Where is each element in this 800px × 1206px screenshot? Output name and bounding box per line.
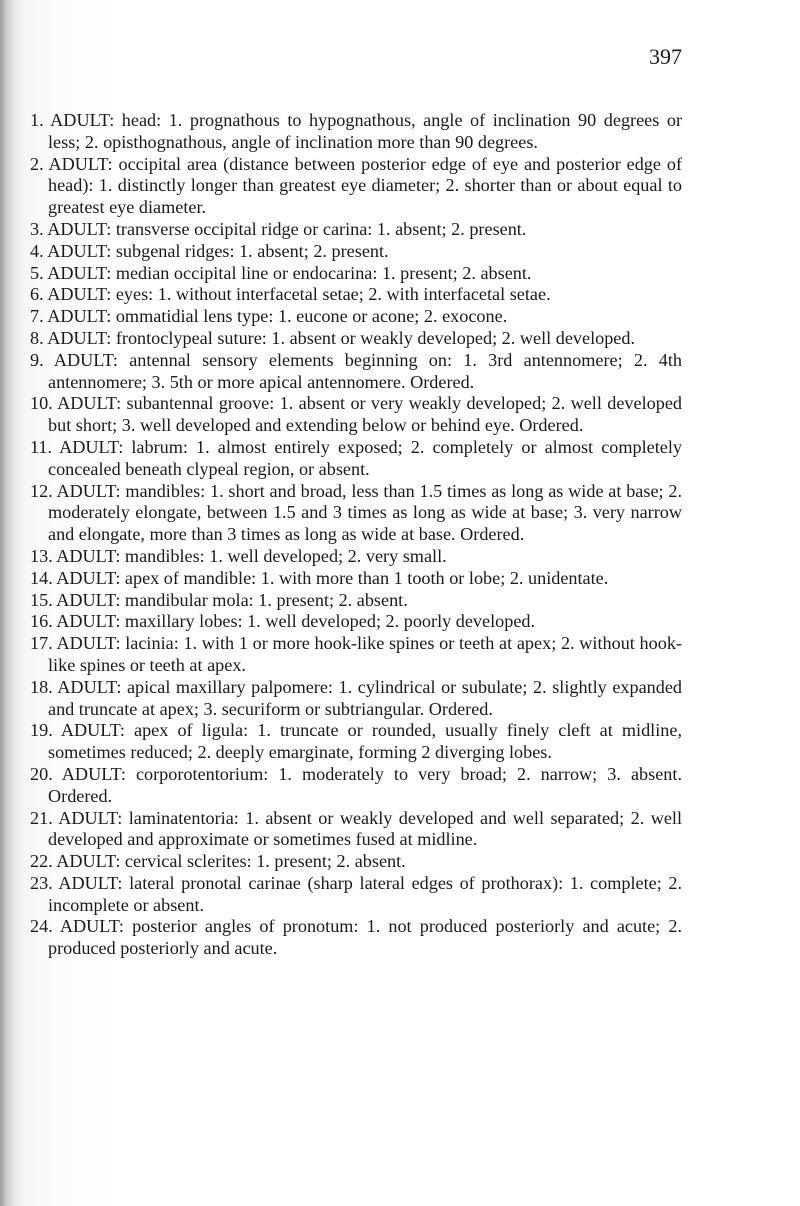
character-number: 13. <box>30 545 53 566</box>
character-text: ADULT: corporotentorium: 1. moderately to very broad; 2. narrow; 3. absent. Ordered. <box>48 763 682 806</box>
character-number: 20. <box>30 763 53 784</box>
character-entry <box>30 437 682 481</box>
character-entry <box>30 219 682 241</box>
character-text: ADULT: mandibular mola: 1. present; 2. absent. <box>56 589 408 610</box>
character-entry <box>30 633 682 677</box>
character-number: 10. <box>30 393 53 414</box>
character-number: 21. <box>30 807 53 828</box>
character-number: 4. <box>30 240 44 261</box>
character-number: 24. <box>30 916 53 937</box>
character-number: 2. <box>30 153 44 174</box>
character-entry <box>30 720 682 764</box>
character-text: ADULT: eyes: 1. without interfacetal setae; 2. with interfacetal setae. <box>47 284 551 305</box>
character-text: ADULT: labrum: 1. almost entirely exposed; 2. completely or almost completely concealed beneath clypeal region, or absent. <box>48 436 682 479</box>
character-text: ADULT: median occipital line or endocarina: 1. present; 2. absent. <box>47 262 532 283</box>
character-text: ADULT: antennal sensory elements beginning on: 1. 3rd antennomere; 2. 4th antennomere; 3. 5th or more apical antennomere. Ordered. <box>48 349 682 392</box>
character-text: ADULT: apical maxillary palpomere: 1. cylindrical or subulate; 2. slightly expanded and truncate at apex; 3. securiform or subtriangular. Ordered. <box>48 676 683 719</box>
character-number: 15. <box>30 589 53 610</box>
character-entry <box>30 154 682 219</box>
character-text: ADULT: cervical sclerites: 1. present; 2. absent. <box>56 851 406 872</box>
character-text: ADULT: laminatentoria: 1. absent or weakly developed and well separated; 2. well developed and approximate or sometimes fused at midline. <box>48 807 683 850</box>
character-number: 3. <box>30 218 44 239</box>
character-number: 11. <box>30 436 53 457</box>
character-entry <box>30 546 682 568</box>
character-entry <box>30 851 682 873</box>
character-entry <box>30 306 682 328</box>
character-text: ADULT: occipital area (distance between posterior edge of eye and posterior edge of head): 1. distinctly longer than greatest eye diameter; 2. shorter than or about equal to greatest eye diameter. <box>48 153 682 218</box>
character-text: ADULT: apex of ligula: 1. truncate or rounded, usually finely cleft at midline, sometimes reduced; 2. deeply emarginate, forming 2 diverging lobes. <box>48 720 682 763</box>
character-text: ADULT: subgenal ridges: 1. absent; 2. present. <box>47 240 389 261</box>
character-text: ADULT: lacinia: 1. with 1 or more hook-like spines or teeth at apex; 2. without hook-like spines or teeth at apex. <box>48 633 682 675</box>
character-entry <box>30 808 682 852</box>
character-entry <box>30 590 682 612</box>
character-number: 7. <box>30 306 44 327</box>
character-number: 16. <box>30 611 53 632</box>
character-entry <box>30 764 682 808</box>
character-entry <box>30 263 682 285</box>
character-entry <box>30 350 682 394</box>
character-number: 14. <box>30 567 53 588</box>
character-number: 22. <box>30 851 53 872</box>
character-entry <box>30 611 682 633</box>
character-list <box>30 110 682 960</box>
character-number: 17. <box>30 633 53 654</box>
character-number: 6. <box>30 284 44 305</box>
page-number: 397 <box>649 44 682 69</box>
character-number: 1. <box>30 110 44 130</box>
character-text: ADULT: posterior angles of pronotum: 1. not produced posteriorly and acute; 2. produced posteriorly and acute. <box>48 916 682 959</box>
character-text: ADULT: lateral pronotal carinae (sharp lateral edges of prothorax): 1. complete; 2. incomplete or absent. <box>48 872 683 915</box>
character-number: 9. <box>30 349 44 370</box>
character-text: ADULT: frontoclypeal suture: 1. absent or weakly developed; 2. well developed. <box>47 327 636 348</box>
character-text: ADULT: mandibles: 1. well developed; 2. very small. <box>56 545 447 566</box>
character-text: ADULT: ommatidial lens type: 1. eucone or acone; 2. exocone. <box>47 306 508 327</box>
character-text: ADULT: subantennal groove: 1. absent or very weakly developed; 2. well developed but short; 3. well developed and extending below or behind eye. Ordered. <box>48 393 682 436</box>
character-number: 5. <box>30 262 44 283</box>
character-number: 8. <box>30 327 44 348</box>
character-entry <box>30 393 682 437</box>
character-text: ADULT: transverse occipital ridge or carina: 1. absent; 2. present. <box>47 218 527 239</box>
character-number: 19. <box>30 720 53 741</box>
character-number: 23. <box>30 872 53 893</box>
character-number: 18. <box>30 676 53 697</box>
character-entry <box>30 241 682 263</box>
character-entry <box>30 568 682 590</box>
character-text: ADULT: maxillary lobes: 1. well developed; 2. poorly developed. <box>56 611 536 632</box>
character-text: ADULT: mandibles: 1. short and broad, less than 1.5 times as long as wide at base; 2. moderately elongate, between 1.5 and 3 times as long as wide at base; 3. very narrow and elongate, more than 3 times as long as wide at base. Ordered. <box>48 480 682 545</box>
character-entry <box>30 481 682 546</box>
character-entry <box>30 284 682 306</box>
character-number: 12. <box>30 480 53 501</box>
character-entry <box>30 328 682 350</box>
character-text: ADULT: apex of mandible: 1. with more than 1 tooth or lobe; 2. unidentate. <box>56 567 609 588</box>
character-entry <box>30 916 682 960</box>
character-entry <box>30 110 682 154</box>
character-entry <box>30 677 682 721</box>
character-entry <box>30 873 682 917</box>
character-text: ADULT: head: 1. prognathous to hypognathous, angle of inclination 90 degrees or less; 2. opisthognathous, angle of inclination more than 90 degrees. <box>48 110 682 152</box>
